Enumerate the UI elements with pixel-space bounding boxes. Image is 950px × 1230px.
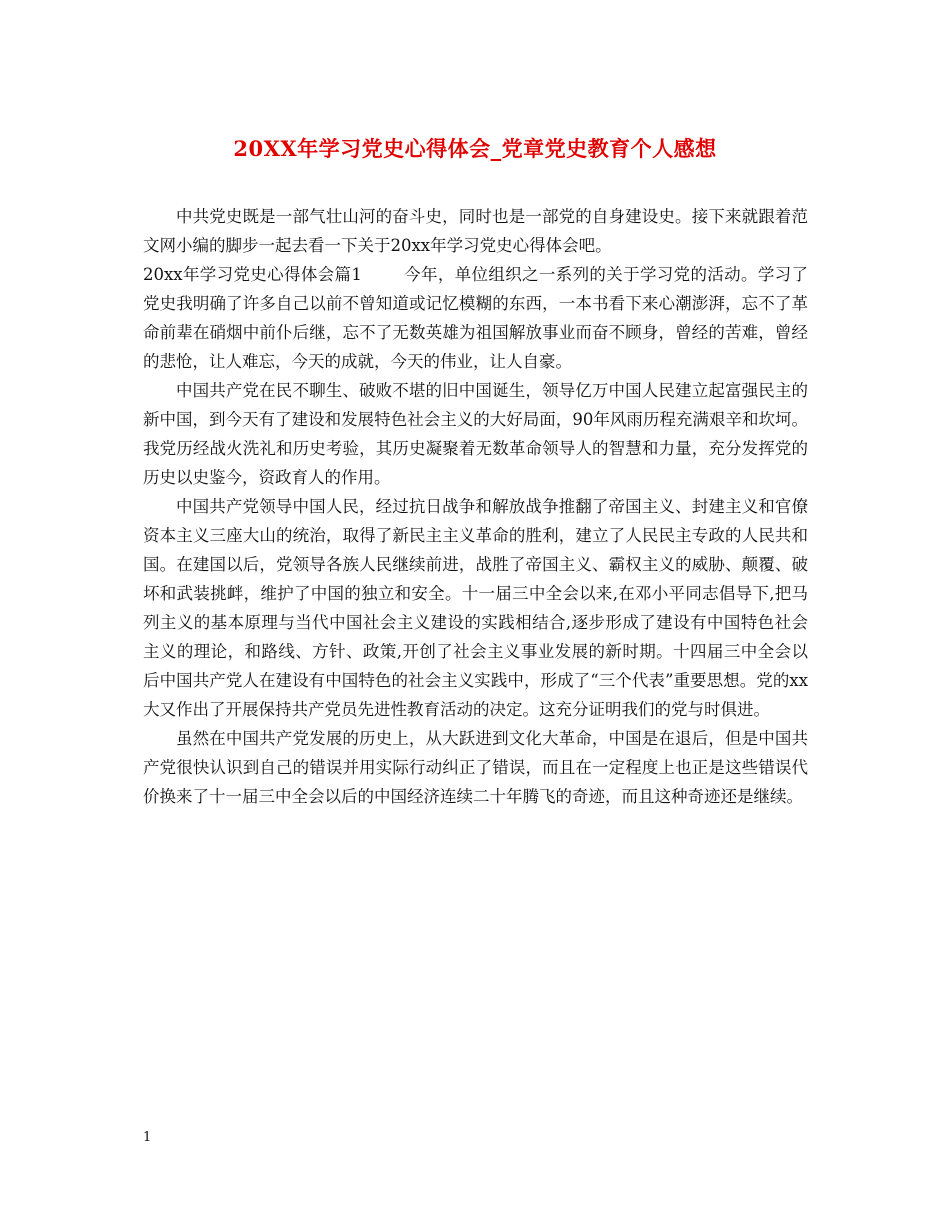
- intro-paragraph: 中共党史既是一部气壮山河的奋斗史，同时也是一部党的自身建设史。接下来就跟着范文网小编的脚步一起去看一下关于20xx年学习党史心得体会吧。: [143, 207, 808, 255]
- document-title: 20XX年学习党史心得体会_党章党史教育个人感想: [233, 136, 717, 161]
- page-number: 1: [143, 1130, 152, 1145]
- body-paragraph-3: 虽然在中国共产党发展的历史上，从大跃进到文化大革命，中国是在退后，但是中国共产党很快认识到自己的错误并用实际行动纠正了错误，而且在一定程度上也正是这些错误代价换来了十一届三中全会以后的中国经济连续二十年腾飞的奇迹，而且这种奇迹还是继续。: [143, 729, 808, 806]
- body-paragraph-1: 中国共产党在民不聊生、破败不堪的旧中国诞生，领导亿万中国人民建立起富强民主的新中国，到今天有了建设和发展特色社会主义的大好局面，90年风雨历程充满艰辛和坎坷。我党历经战火洗礼和历史考验，其历史凝聚着无数革命领导人的智慧和力量，充分发挥党的历史以史鉴今，资政育人的作用。: [143, 381, 808, 487]
- body-paragraph-2: 中国共产党领导中国人民，经过抗日战争和解放战争推翻了帝国主义、封建主义和官僚资本主义三座大山的统治，取得了新民主主义革命的胜利，建立了人民民主专政的人民共和国。在建国以后，党领导各族人民继续前进，战胜了帝国主义、霸权主义的威胁、颠覆、破坏和武装挑衅，维护了中国的独立和安全。十一届三中全会以来,在邓小平同志倡导下,把马列主义的基本原理与当代中国社会主义建设的实践相结合,逐步形成了建设有中国特色社会主义的理论，和路线、方针、政策,开创了社会主义事业发展的新时期。十四届三中全会以后中国共产党人在建设有中国特色的社会主义实践中，形成了“三个代表”重要思想。党的xx大又作出了开展保持共产党员先进性教育活动的决定。这充分证明我们的党与时俱进。: [143, 497, 808, 719]
- section-paragraph: [143, 260, 808, 376]
- document-body: [143, 202, 808, 811]
- section-text: 今年，单位组织之一系列的关于学习党的活动。学习了党史我明确了许多自己以前不曾知道或记忆模糊的东西，一本书看下来心潮澎湃，忘不了革命前辈在硝烟中前仆后继，忘不了无数英雄为祖国解放事业而奋不顾身，曾经的苦难，曾经的悲怆，让人难忘，今天的成就，今天的伟业，让人自豪。: [143, 265, 808, 371]
- section-label: 20xx年学习党史心得体会篇1: [143, 265, 362, 284]
